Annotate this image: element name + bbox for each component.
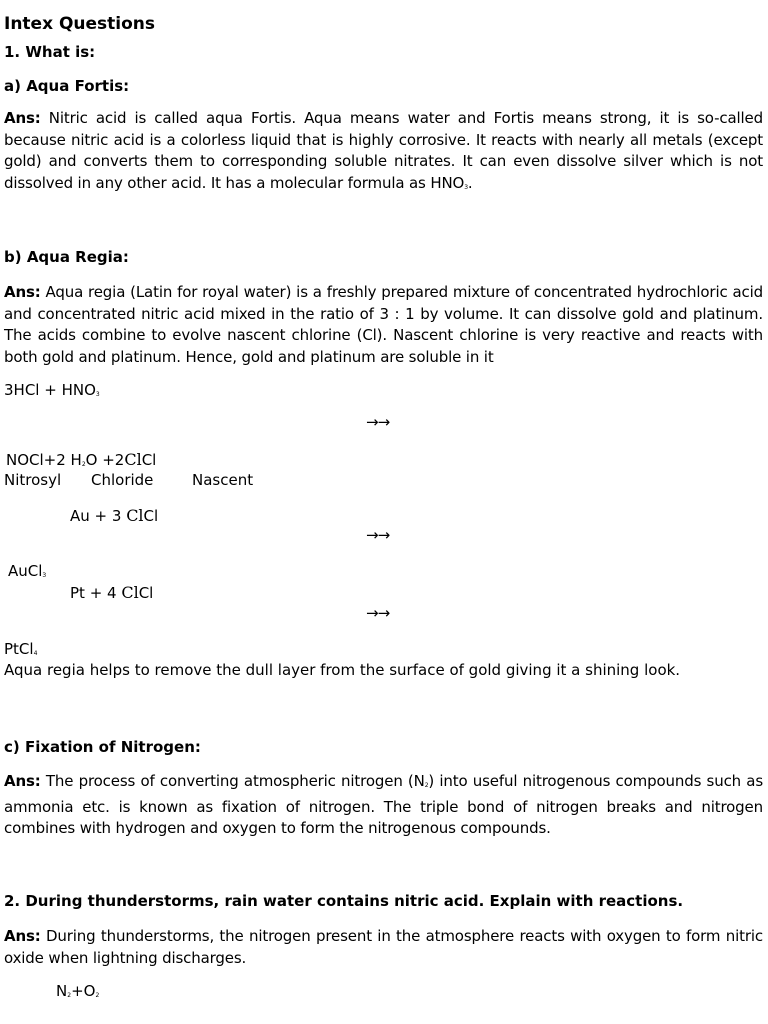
subquestion-b-heading: b) Aqua Regia: [4, 248, 129, 266]
cl-text: Cl [143, 507, 159, 525]
subscript: 3 [95, 391, 100, 398]
equation-1-reactants [4, 380, 100, 406]
answer-a-paragraph [4, 108, 763, 199]
answer-2-paragraph [4, 926, 763, 969]
nascent-cl: Cl [126, 506, 144, 525]
subquestion-c-heading: c) Fixation of Nitrogen: [4, 738, 201, 756]
answer-b-paragraph [4, 282, 763, 369]
page-title: Intex Questions [4, 14, 156, 34]
reactant-text: +O [71, 982, 96, 1000]
label-nitrosyl: Nitrosyl [4, 471, 62, 489]
reactants-text: 3HCl + HNO [4, 381, 96, 399]
product-text: O +2 [85, 451, 125, 469]
answer-c-paragraph [4, 771, 763, 840]
product-text: NOCl+2 H [6, 451, 82, 469]
answer-text: The process of converting atmospheric nitrogen (N [40, 772, 425, 790]
nascent-cl: Cl [121, 583, 139, 602]
subscript: 4 [33, 650, 38, 657]
subscript: 2 [95, 992, 100, 999]
subscript: 3 [42, 572, 47, 579]
subscript: 2 [424, 782, 429, 789]
reactants-text: Au + 3 [70, 507, 127, 525]
label-chloride: Chloride [91, 471, 154, 489]
answer-end: . [467, 174, 473, 193]
answer-label: Ans: [4, 772, 41, 790]
cl-text: Cl [138, 584, 154, 602]
product-text: Cl [141, 451, 157, 469]
answer-label: Ans: [4, 283, 41, 301]
subscript: 2 [81, 461, 86, 468]
subquestion-a-heading: a) Aqua Fortis: [4, 77, 130, 95]
reactants-text: Pt + 4 [70, 584, 122, 602]
subscript: 2 [67, 992, 72, 999]
label-nascent: Nascent [192, 471, 254, 489]
aqua-regia-closing: Aqua regia helps to remove the dull layer from the surface of gold giving it a shining look. [4, 661, 681, 679]
answer-text: During thunderstorms, the nitrogen present in the atmosphere reacts with oxygen to form nitric oxide when lightning discharges. [4, 927, 763, 967]
product-nascent-cl: Cl [124, 450, 142, 469]
subscript: 3 [464, 184, 468, 192]
reaction-arrow-icon: →→ [366, 604, 390, 622]
product-text: PtCl [4, 640, 34, 658]
equation-2-product [8, 561, 46, 587]
question-2-heading: 2. During thunderstorms, rain water contains nitric acid. Explain with reactions. [4, 892, 684, 910]
product-text: AuCl [8, 562, 43, 580]
equation-q2-reactants [56, 981, 99, 1007]
question-1-heading: 1. What is: [4, 43, 96, 61]
reaction-arrow-icon: →→ [366, 526, 390, 544]
equation-3-reactants [70, 582, 153, 605]
answer-text: Aqua regia (Latin for royal water) is a freshly prepared mixture of concentrated hydrochloric acid and concentrated nitric acid mixed in the ratio of 3 : 1 by volume. It can dissolve gold and platinum. The acids combine to evolve nascent chlorine (Cl). Nascent chlorine is very reactive and reacts with both gold and platinum. Hence, gold and platinum are soluble in it [4, 283, 763, 367]
equation-2-reactants [70, 505, 158, 528]
answer-text: Nitric acid is called aqua Fortis. Aqua means water and Fortis means strong, it is so-called because nitric acid is a colorless liquid that is highly corrosive. It reacts with nearly all metals (except gold) and converts them to corresponding soluble nitrates. It can even dissolve silver which is not dissolved in any other acid. It has a molecular formula as HNO [4, 109, 763, 193]
answer-label: Ans: [4, 109, 41, 127]
answer-label: Ans: [4, 927, 41, 945]
reaction-arrow-icon: →→ [366, 413, 390, 431]
reactant-text: N [56, 982, 68, 1000]
answer-text: ) into useful nitrogenous compounds such as ammonia etc. is known as fixation of nitrogen. The triple bond of nitrogen breaks and nitrogen combines with hydrogen and oxygen to form the nitrogenous compounds. [4, 772, 763, 838]
